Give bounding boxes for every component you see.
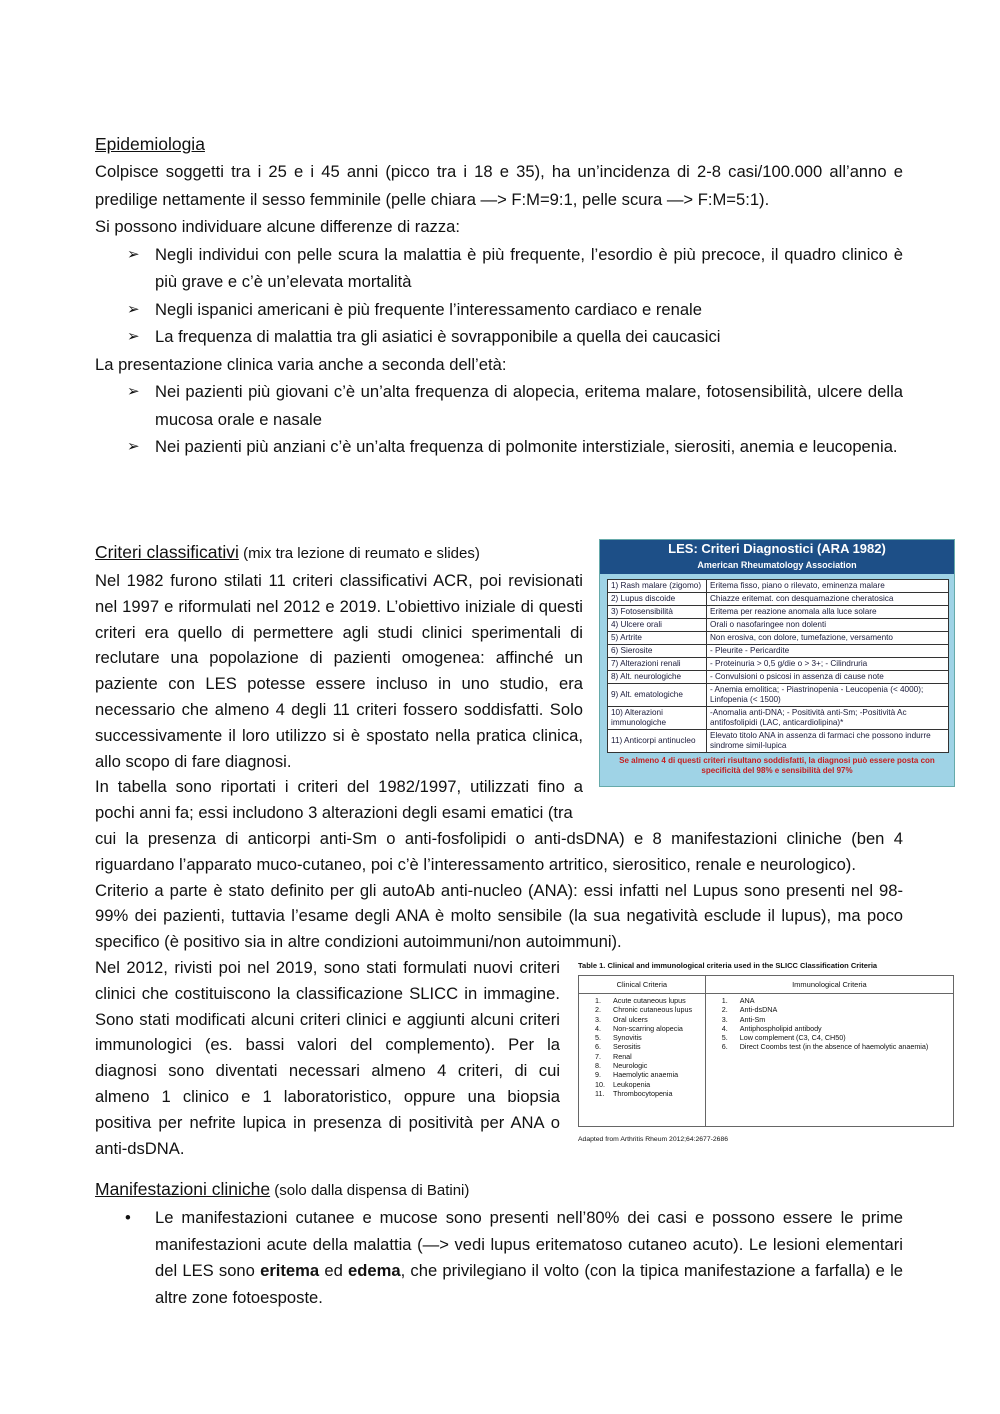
manifestazioni-heading: Manifestazioni cliniche: [95, 1179, 271, 1199]
criteri-heading-note: (mix tra lezione di reumato e slides): [238, 545, 480, 562]
criterion-name: 3) Fotosensibilità: [608, 606, 707, 619]
criteri-paragraph-1: Nel 1982 furono stilati 11 criteri classificativi ACR, poi revisionati nel 1997 e riformulati nel 2012 e 2019. L’obiettivo iniziale di questi criteri era quello di permettere agli studi clinici sperimentali di reclutare una popolazione di pazienti omogenea: affinché un paziente con LES potesse essere incluso in uno studio, era necessario che almeno 4 degli 11 criteri fossero soddisfatti. Solo successivamente il loro utilizzo si è spostato nella pratica clinica, allo scopo di fare diagnosi.: [95, 571, 583, 771]
bullet-icon: •: [125, 1208, 131, 1227]
table-row: [608, 684, 949, 707]
figure-subtitle: American Rheumatology Association: [697, 560, 857, 570]
list-item: 3. Oral ulcers: [595, 1014, 648, 1024]
table-caption: Table 1. Clinical and immunological criteria used in the SLICC Classification Criteria: [578, 961, 878, 970]
list-item: ➢ Nei pazienti più giovani c’è un’alta frequenza di alopecia, eritema malare, fotosensibilità, ulcere della mucosa orale e nasale: [155, 378, 903, 433]
criterion-description: Chiazze eritemat. con desquamazione cheratosica: [707, 593, 949, 606]
clinical-criteria-cell: [579, 994, 706, 1127]
arrow-bullet-icon: ➢: [127, 328, 140, 345]
epidemiologia-paragraph-2: Si possono individuare alcune differenze di razza:: [95, 217, 460, 236]
criteri-paragraph-2a: In tabella sono riportati i criteri del 1982/1997, utilizzati fino a pochi anni fa; essi includono 3 alterazioni degli esami ematici (tra: [95, 777, 583, 823]
ara-criteria-figure: [599, 539, 955, 787]
list-item: 10. Leukopenia: [595, 1079, 651, 1089]
arrow-bullet-icon: ➢: [127, 438, 140, 455]
criteri-paragraph-2b: cui la presenza di anticorpi anti-Sm o anti-fosfolipidi o anti-dsDNA) e 8 manifestazioni cliniche (ben 4 riguardano l’apparato muco-cutaneo, poi c’è l’interessamento artritico, sierositico, renale e neurologico).: [95, 828, 903, 874]
race-differences-list: [95, 241, 903, 351]
criterion-name: 5) Artrite: [608, 632, 707, 645]
arrow-bullet-icon: ➢: [127, 300, 140, 318]
list-item: 8. Neurologic: [595, 1061, 648, 1071]
list-item: 4. Antiphospholipid antibody: [721, 1023, 822, 1033]
criteri-paragraph-3: Criterio a parte è stato definito per gli autoAb anti-nucleo (ANA): essi infatti nel Lupus sono presenti nel 98-99% dei pazienti, tuttavia l’esame degli ANA è molto sensibile (la sua negatività esclude il lupus), ma poco specifico (è positivo sia in altre condizioni autoimmuni/non autoimmuni).: [95, 880, 903, 952]
list-item: 1. Acute cutaneous lupus: [595, 996, 686, 1005]
slicc-criteria-table: [578, 975, 954, 1127]
figure-footer: Se almeno 4 di questi criteri risultano soddisfatti, la diagnosi può essere posta con specificità del 98% e sensibilità del 97%: [619, 756, 935, 775]
list-item: 6. Direct Coombs test (in the absence of haemolytic anaemia): [721, 1042, 929, 1052]
criterion-description: Eritema fisso, piano o rilevato, eminenza malare: [707, 580, 949, 593]
arrow-bullet-icon: ➢: [127, 245, 140, 263]
criterion-description: Elevato titolo ANA in assenza di farmaci che possono indurre sindrome simil-lupica: [707, 730, 949, 753]
table-row: [608, 658, 949, 671]
criterion-name: 6) Sierosite: [608, 645, 707, 658]
manifestazioni-list: [95, 1205, 903, 1311]
criterion-name: 8) Alt. neurologiche: [608, 671, 707, 684]
list-item: 6. Serositis: [595, 1042, 641, 1052]
criterion-description: - Anemia emolitica; - Piastrinopenia - Leucopenia (< 4000); Linfopenia (< 1500): [707, 684, 949, 707]
ara-criteria-table: [607, 579, 949, 753]
criterion-description: -Anomalia anti-DNA; - Positività anti-Sm; -Positività Ac antifosfolipidi (LAC, anticardiolipina)*: [707, 707, 949, 730]
list-item: 1. ANA: [721, 996, 755, 1005]
criterion-description: Non erosiva, con dolore, tumefazione, versamento: [707, 632, 949, 645]
table-row: [608, 730, 949, 753]
list-item: 7. Renal: [595, 1051, 632, 1061]
criterion-description: - Pleurite - Pericardite: [707, 645, 949, 658]
list-item: • Le manifestazioni cutanee e mucose sono presenti nell’80% dei casi e possono essere le prime manifestazioni acute della malattia (—> vedi lupus eritematoso cutaneo acuto). Le lesioni elementari del LES sono eritema ed edema, che privilegiano il volto (con la tipica manifestazione a farfalla) e le altre zone fotoesposte.: [155, 1205, 903, 1311]
criterion-name: 9) Alt. ematologiche: [608, 684, 707, 707]
table-row: [608, 580, 949, 593]
table-row: [608, 645, 949, 658]
list-item: 5. Synovitis: [595, 1033, 642, 1043]
age-differences-list: [95, 378, 903, 461]
criterion-description: Orali o nasofaringee non dolenti: [707, 619, 949, 632]
criterion-description: - Proteinuria > 0,5 g/die o > 3+; - Cilindruria: [707, 658, 949, 671]
list-item: 2. Chronic cutaneous lupus: [595, 1005, 693, 1015]
criterion-description: - Convulsioni o psicosi in assenza di cause note: [707, 671, 949, 684]
immunological-criteria-cell: [705, 994, 953, 1127]
criteri-heading: Criteri classificativi: [95, 542, 239, 562]
criterion-name: 10) Alterazioni immunologiche: [608, 707, 707, 730]
table-row: [608, 606, 949, 619]
criterion-name: 11) Anticorpi antinucleo: [608, 730, 707, 753]
criterion-name: 2) Lupus discoide: [608, 593, 707, 606]
table-row: [608, 593, 949, 606]
list-item: 11. Thrombocytopenia: [595, 1088, 673, 1098]
table-row: [608, 632, 949, 645]
criterion-name: 4) Ulcere orali: [608, 619, 707, 632]
list-item: ➢ Negli ispanici americani è più frequente l’interessamento cardiaco e renale: [155, 296, 903, 324]
list-item: 5. Low complement (C3, C4, CH50): [721, 1033, 846, 1043]
table-row: [608, 619, 949, 632]
table-row: [608, 707, 949, 730]
column-header: Clinical Criteria: [579, 976, 706, 994]
epidemiologia-section: [95, 130, 903, 461]
table-source: Adapted from Arthritis Rheum 2012;64:2677-2686: [578, 1136, 729, 1143]
epidemiologia-paragraph-3: La presentazione clinica varia anche a seconda dell’età:: [95, 354, 507, 374]
column-header: Immunological Criteria: [705, 976, 953, 994]
epidemiologia-heading: Epidemiologia: [95, 134, 205, 154]
slicc-criteria-figure: [578, 960, 954, 1156]
list-item: ➢ La frequenza di malattia tra gli asiatici è sovrapponibile a quella dei caucasici: [155, 323, 903, 351]
table-row: [608, 671, 949, 684]
criterion-name: 7) Alterazioni renali: [608, 658, 707, 671]
criterion-description: Eritema per reazione anomala alla luce solare: [707, 606, 949, 619]
list-item: ➢ Nei pazienti più anziani c’è un’alta frequenza di polmonite interstiziale, sierositi, anemia e leucopenia.: [155, 433, 903, 461]
list-item: 3. Anti-Sm: [721, 1014, 766, 1024]
criteri-paragraph-4: Nel 2012, rivisti poi nel 2019, sono stati formulati nuovi criteri clinici che costituiscono la classificazione SLICC in immagine. Sono stati modificati alcuni criteri clinici e aggiunti alcuni criteri immunologici (es. bassi valori del complemento). Per la diagnosi sono diventati necessari almeno 4 criteri, di cui almeno 1 clinico e 1 laboratoristico, oppure una biopsia positiva per nefrite lupica in presenza di positività per ANA o anti-dsDNA.: [95, 957, 560, 1158]
epidemiologia-paragraph-1: Colpisce soggetti tra i 25 e i 45 anni (picco tra i 18 e 35), ha un’incidenza di 2-8 casi/100.000 all’anno e predilige nettamente il sesso femminile (pelle chiara —> F:M=9:1, pelle scura —> F:M=5:1).: [95, 162, 903, 209]
arrow-bullet-icon: ➢: [127, 383, 140, 400]
list-item: 2. Anti-dsDNA: [721, 1005, 778, 1015]
list-item: ➢ Negli individui con pelle scura la malattia è più frequente, l’esordio è più precoce, il quadro clinico è più grave e c’è un’elevata mortalità: [155, 241, 903, 296]
figure-title: LES: Criteri Diagnostici (ARA 1982): [668, 541, 886, 556]
manifestazioni-section: [95, 1175, 903, 1311]
manifestazioni-heading-note: (solo dalla dispensa di Batini): [270, 1182, 470, 1199]
list-item: 9. Haemolytic anaemia: [595, 1070, 679, 1080]
list-item: 4. Non-scarring alopecia: [595, 1023, 683, 1033]
criterion-name: 1) Rash malare (zigomo): [608, 580, 707, 593]
